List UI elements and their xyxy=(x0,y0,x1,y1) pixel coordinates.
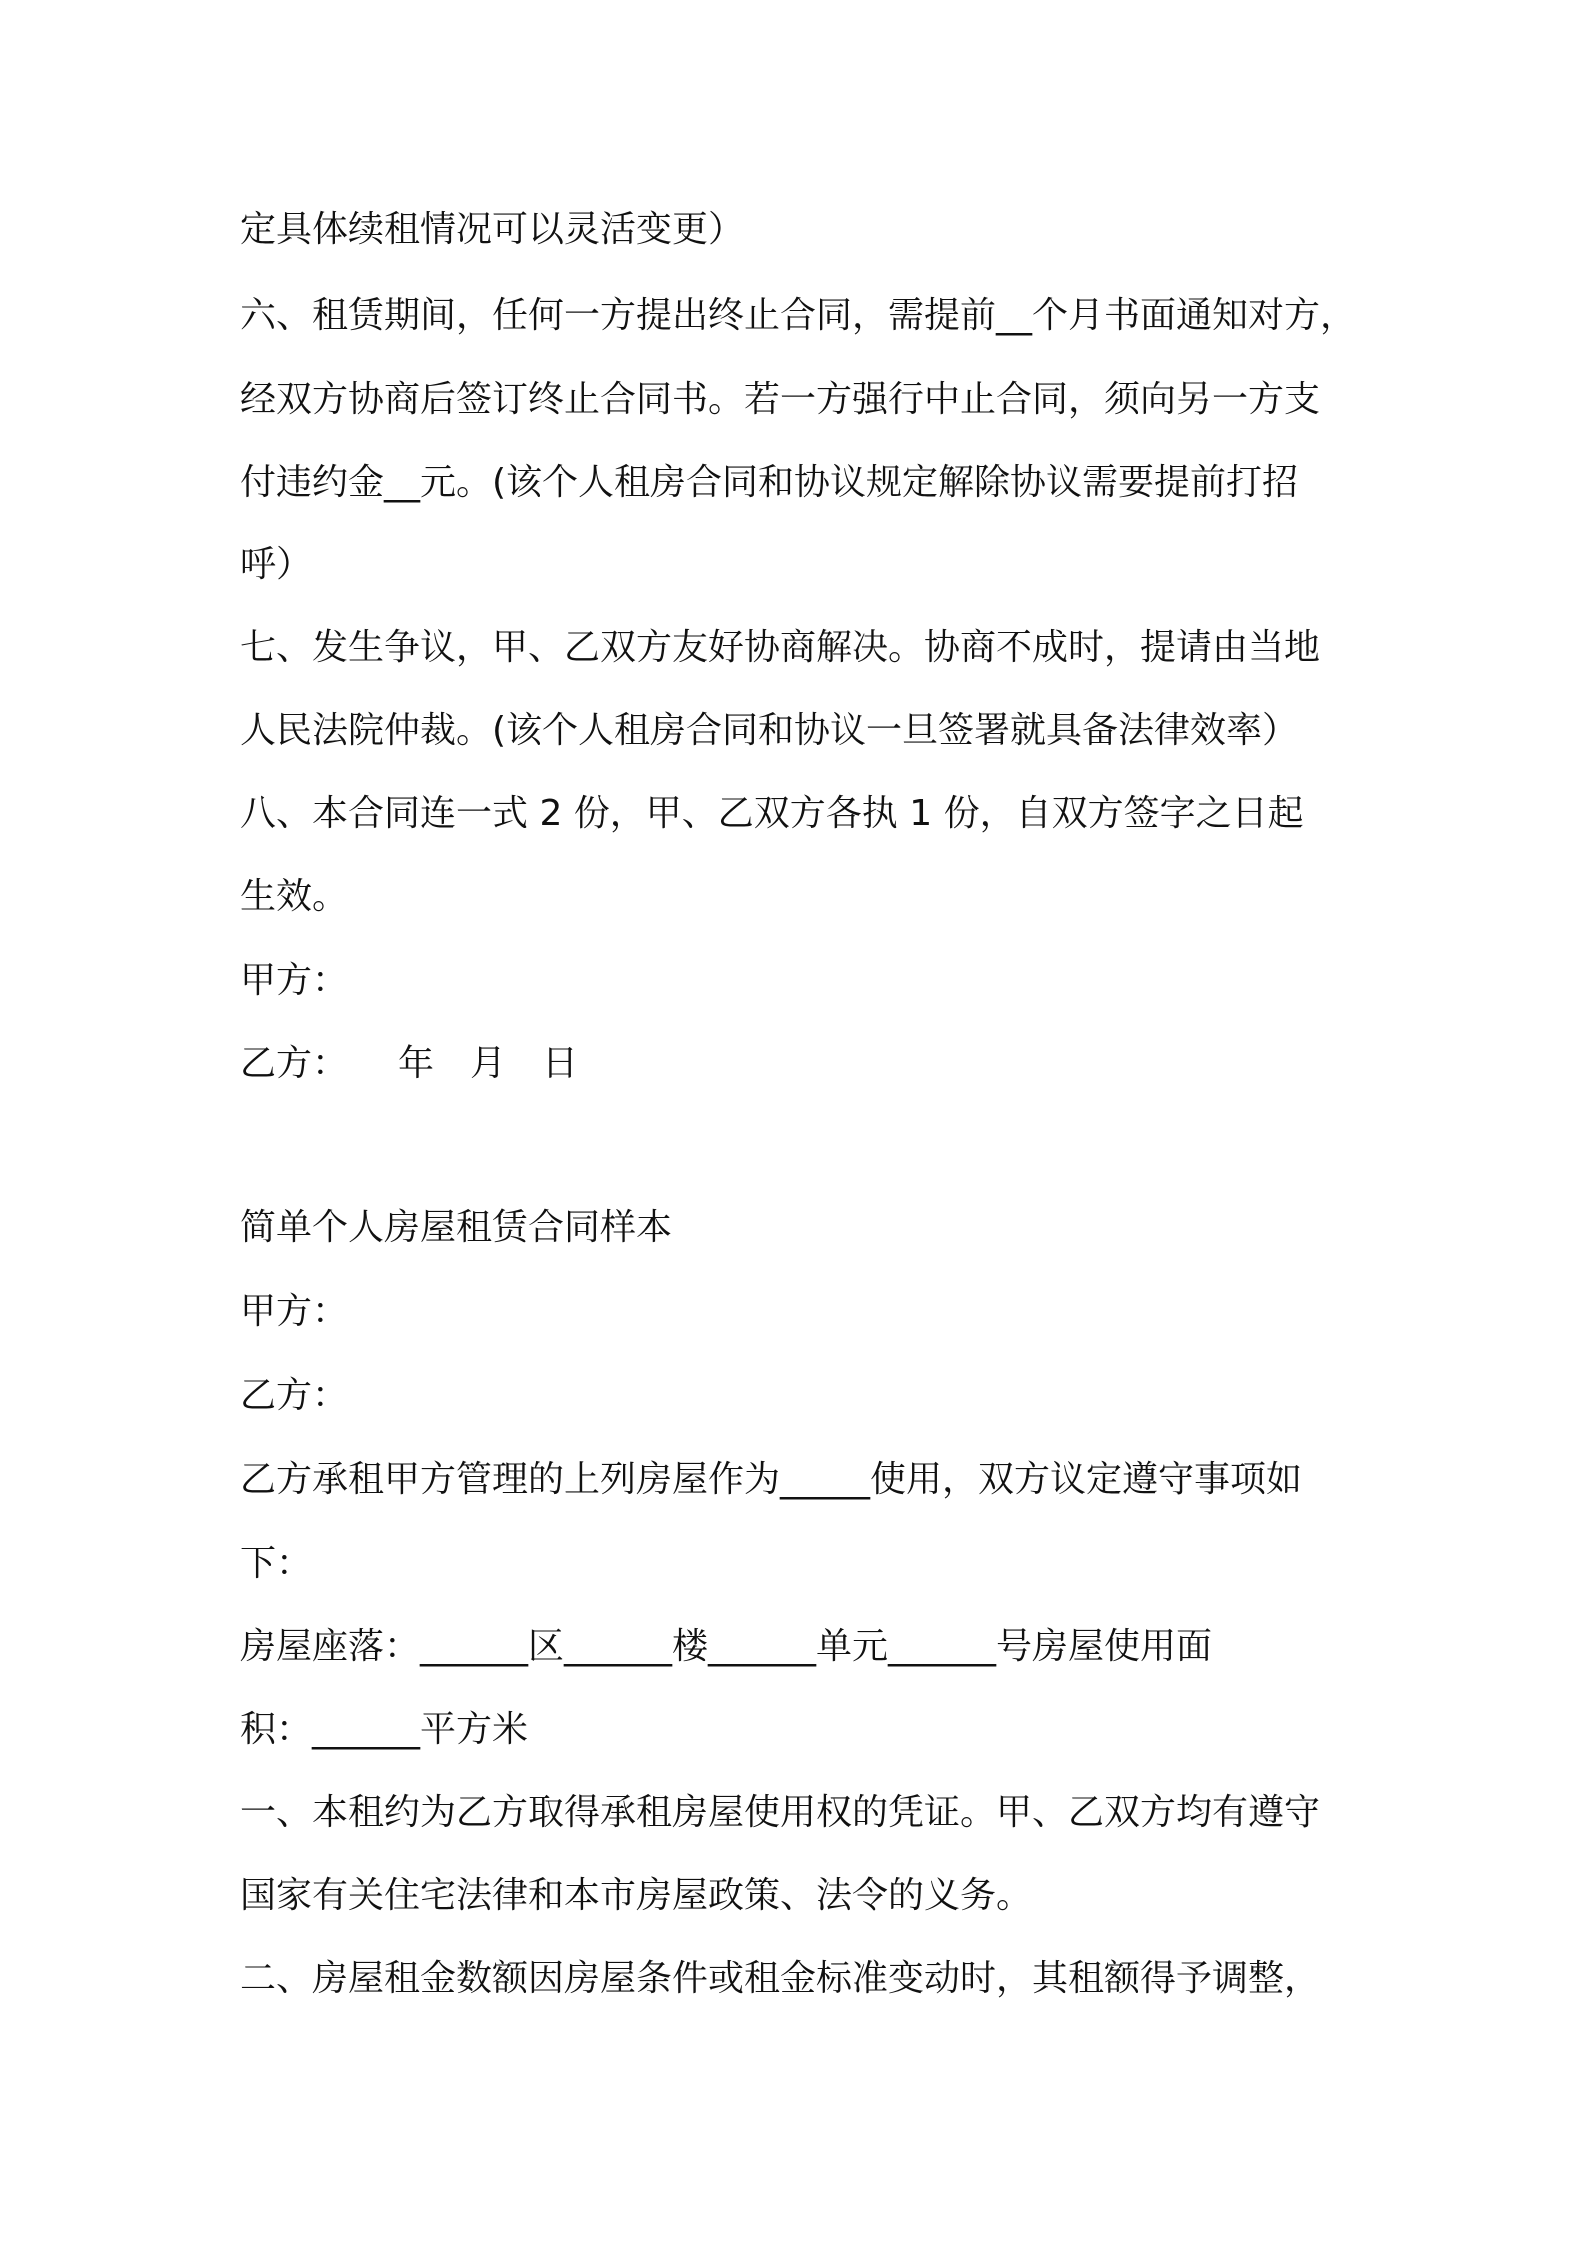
continuation-line: 定具体续租情况可以灵活变更） xyxy=(240,209,745,250)
section-title: 简单个人房屋租赁合同样本 xyxy=(240,1207,673,1248)
intro-line-2: 下： xyxy=(240,1543,313,1584)
clause-8-line-1: 八、本合同连一式 2 份，甲、乙双方各执 1 份，自双方签字之日起 xyxy=(240,793,1304,834)
clause-1-line-2: 国家有关住宅法律和本市房屋政策、法令的义务。 xyxy=(240,1875,1033,1916)
clause-7-line-1: 七、发生争议，甲、乙双方友好协商解决。协商不成时，提请由当地 xyxy=(240,627,1321,668)
party-b-label-2: 乙方： xyxy=(240,1375,349,1416)
clause-6-line-1: 六、租赁期间，任何一方提出终止合同，需提前__个月书面通知对方， xyxy=(240,295,1357,336)
location-line-1: 房屋座落：______区______楼______单元______号房屋使用面 xyxy=(240,1626,1213,1667)
clause-7-line-2: 人民法院仲裁。(该个人租房合同和协议一旦签署就具备法律效率） xyxy=(240,710,1299,751)
location-line-2: 积：______平方米 xyxy=(240,1709,529,1750)
intro-line-1: 乙方承租甲方管理的上列房屋作为_____使用，双方议定遵守事项如 xyxy=(240,1459,1303,1500)
party-b-label: 乙方： xyxy=(240,1043,349,1084)
clause-8-line-2: 生效。 xyxy=(240,876,349,917)
clause-2-line-1: 二、房屋租金数额因房屋条件或租金标准变动时，其租额得予调整， xyxy=(240,1958,1321,1999)
clause-1-line-1: 一、本租约为乙方取得承租房屋使用权的凭证。甲、乙双方均有遵守 xyxy=(240,1792,1321,1833)
party-a-label-2: 甲方： xyxy=(240,1291,349,1332)
clause-6-line-3: 付违约金__元。(该个人租房合同和协议规定解除协议需要提前打招 xyxy=(240,462,1299,503)
party-a-label: 甲方： xyxy=(240,960,349,1001)
date-day: 日 xyxy=(542,1043,579,1084)
date-month: 月 xyxy=(470,1043,507,1084)
clause-6-line-2: 经双方协商后签订终止合同书。若一方强行中止合同，须向另一方支 xyxy=(240,379,1321,420)
party-b-date-line xyxy=(240,1040,1360,1088)
clause-6-line-4: 呼） xyxy=(240,544,313,585)
date-year: 年 xyxy=(398,1043,435,1084)
